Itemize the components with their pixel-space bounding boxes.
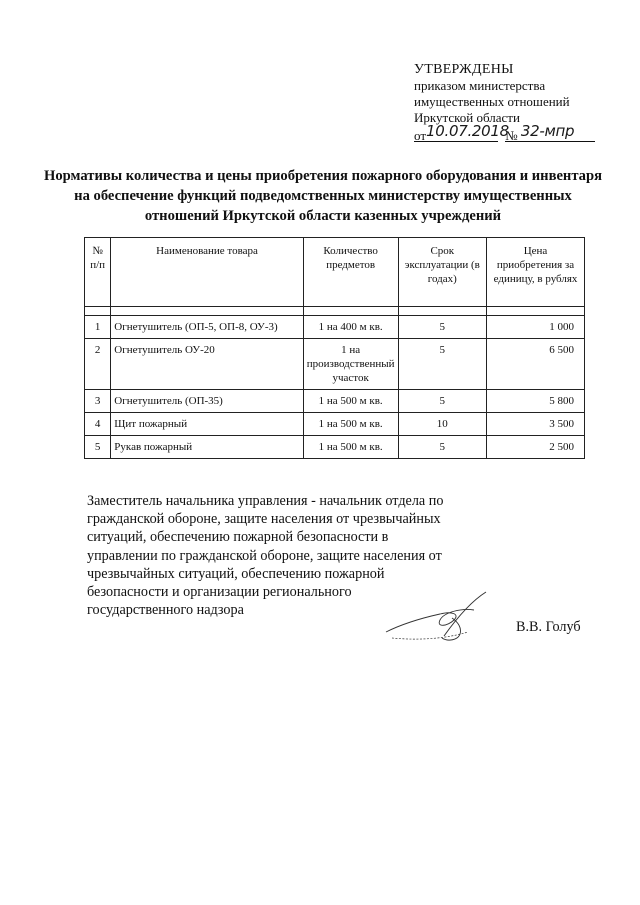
table-row bbox=[85, 316, 585, 339]
order-date-number bbox=[414, 122, 614, 144]
cell-term: 5 bbox=[398, 390, 487, 413]
header-price: Цена приобретения за единицу, в рублях bbox=[487, 238, 585, 307]
date-prefix: от bbox=[414, 128, 427, 143]
header-name: Наименование товара bbox=[111, 238, 303, 307]
table-header-row bbox=[85, 238, 585, 307]
approval-line-1: приказом министерства bbox=[414, 78, 546, 93]
table-row bbox=[85, 390, 585, 413]
approval-line-3: Иркутской области bbox=[414, 110, 520, 125]
cell-price: 3 500 bbox=[487, 413, 585, 436]
table-row bbox=[85, 413, 585, 436]
cell-price: 5 800 bbox=[487, 390, 585, 413]
document-title: Нормативы количества и цены приобретения пожарного оборудования и инвентаря на обеспечение функций подведомственных министерству имущественных отношений Иркутской области казенных учреждений bbox=[43, 168, 602, 224]
table-row bbox=[85, 339, 585, 390]
cell-name: Огнетушитель (ОП-35) bbox=[111, 390, 303, 413]
handwritten-number: 32-мпр bbox=[520, 122, 575, 140]
cell-name: Щит пожарный bbox=[111, 413, 303, 436]
cell-name: Рукав пожарный bbox=[111, 436, 303, 459]
cell-qty: 1 на 400 м кв. bbox=[303, 316, 398, 339]
cell-term: 5 bbox=[398, 316, 487, 339]
header-spacer-row bbox=[85, 307, 585, 316]
cell-price: 1 000 bbox=[487, 316, 585, 339]
header-qty: Количество предметов bbox=[303, 238, 398, 307]
cell-name: Огнетушитель (ОП-5, ОП-8, ОУ-3) bbox=[111, 316, 303, 339]
date-field bbox=[414, 122, 509, 143]
approval-heading: УТВЕРЖДЕНЫ bbox=[414, 62, 514, 77]
cell-term: 10 bbox=[398, 413, 487, 436]
cell-qty: 1 на производственный участок bbox=[303, 339, 398, 390]
handwritten-signature bbox=[382, 588, 502, 650]
cell-price: 2 500 bbox=[487, 436, 585, 459]
cell-num: 2 bbox=[85, 339, 111, 390]
norms-table bbox=[84, 237, 585, 459]
number-prefix: № bbox=[505, 128, 518, 143]
cell-qty: 1 на 500 м кв. bbox=[303, 413, 398, 436]
signatory-position: Заместитель начальника управления - начальник отдела по гражданской обороне, защите населения от чрезвычайных ситуаций, обеспечению пожарной безопасности в управлении по гражданской обороне, защите населения от чрезвычайных ситуаций, обеспечению пожарной безопасности и организации регионального государственного надзора bbox=[87, 493, 444, 619]
header-term: Срок эксплуатации (в годах) bbox=[398, 238, 487, 307]
cell-num: 1 bbox=[85, 316, 111, 339]
cell-term: 5 bbox=[398, 436, 487, 459]
cell-term: 5 bbox=[398, 339, 487, 390]
signer-name: В.В. Голуб bbox=[516, 619, 581, 635]
cell-name: Огнетушитель ОУ-20 bbox=[111, 339, 303, 390]
cell-num: 5 bbox=[85, 436, 111, 459]
approval-block bbox=[414, 62, 614, 144]
approval-line-2: имущественных отношений bbox=[414, 94, 570, 109]
header-num: № п/п bbox=[85, 238, 111, 307]
cell-qty: 1 на 500 м кв. bbox=[303, 390, 398, 413]
number-field bbox=[505, 122, 595, 143]
table-row bbox=[85, 436, 585, 459]
handwritten-date: 10.07.2018 bbox=[426, 122, 509, 140]
cell-num: 3 bbox=[85, 390, 111, 413]
cell-qty: 1 на 500 м кв. bbox=[303, 436, 398, 459]
cell-price: 6 500 bbox=[487, 339, 585, 390]
cell-num: 4 bbox=[85, 413, 111, 436]
